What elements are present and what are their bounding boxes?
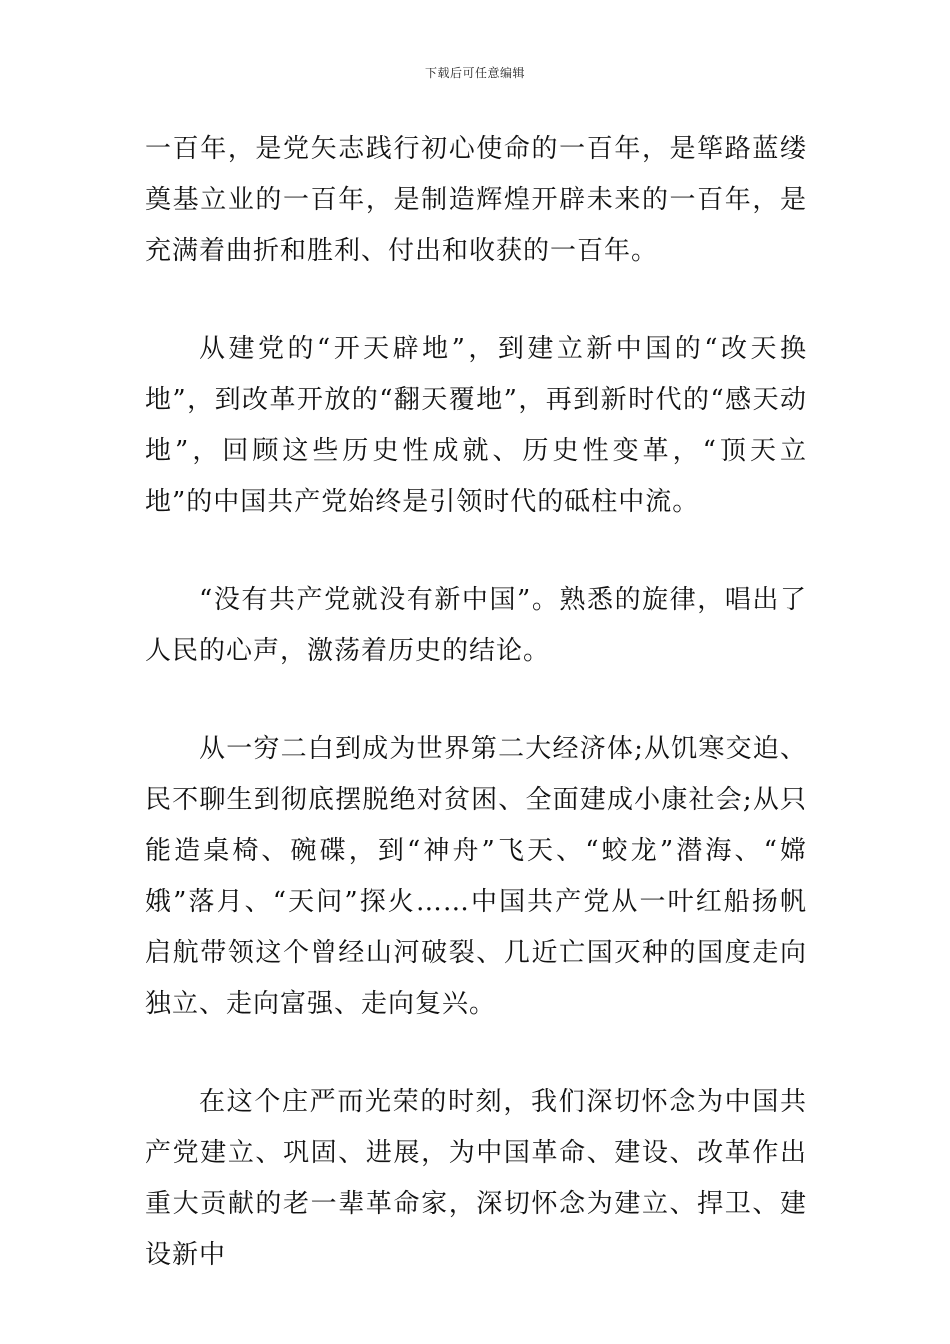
paragraph-4: 从一穷二白到成为世界第二大经济体;从饥寒交迫、民不聊生到彻底摆脱绝对贫困、全面建成小康社会;从只能造桌椅、碗碟，到“神舟”飞天、“蛟龙”潜海、“嫦娥”落月、“天问”探火……中国共产党从一叶红船扬帆启航带领这个曾经山河破裂、几近亡国灭种的国度走向独立、走向富强、走向复兴。 bbox=[145, 734, 807, 1019]
paragraph-gap bbox=[145, 528, 807, 575]
paragraph-gap bbox=[145, 277, 807, 324]
paragraph-1: 一百年，是党矢志践行初心使命的一百年，是筚路蓝缕奠基立业的一百年，是制造辉煌开辟未来的一百年，是充满着曲折和胜利、付出和收获的一百年。 bbox=[145, 134, 807, 266]
paragraph-5: 在这个庄严而光荣的时刻，我们深切怀念为中国共产党建立、巩固、进展，为中国革命、建设、改革作出重大贡献的老一辈革命家，深切怀念为建立、捍卫、建设新中 bbox=[145, 1087, 807, 1270]
page-header-note: 下载后可任意编辑 bbox=[424, 66, 525, 80]
paragraph-gap bbox=[145, 677, 807, 724]
paragraph-2: 从建党的“开天辟地”，到建立新中国的“改天换地”，到改革开放的“翻天覆地”，再到新时代的“感天动地”，回顾这些历史性成就、历史性变革，“顶天立地”的中国共产党始终是引领时代的砥柱中流。 bbox=[145, 334, 807, 517]
document-body bbox=[145, 124, 807, 1281]
paragraph-3: “没有共产党就没有新中国”。熟悉的旋律，唱出了人民的心声，激荡着历史的结论。 bbox=[145, 585, 807, 666]
paragraph-gap bbox=[145, 1030, 807, 1077]
